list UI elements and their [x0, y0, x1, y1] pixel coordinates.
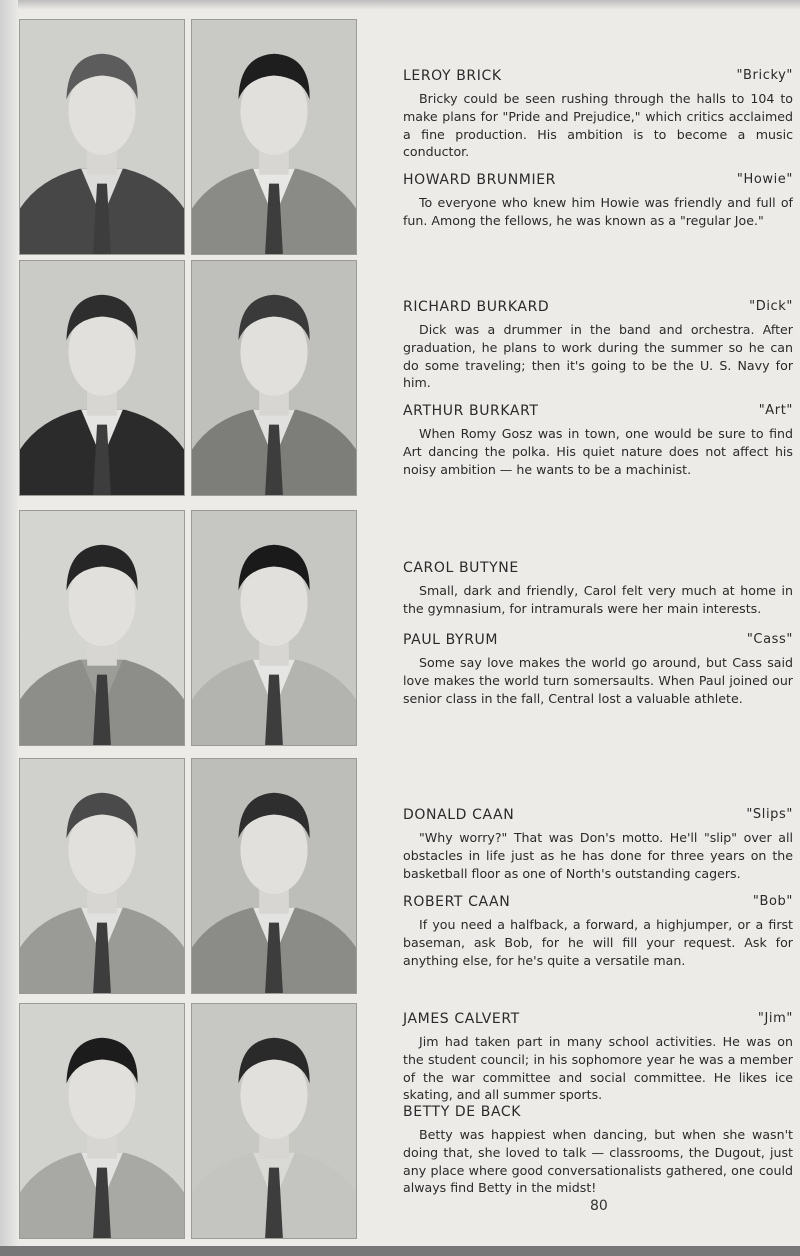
student-description: Jim had taken part in many school activities. He was on the student council; in his sophomore year he was a member of the war committee and social committee. He likes ice skating, and all summer sports. — [403, 1034, 793, 1103]
portrait-image — [192, 1004, 356, 1238]
senior-entry — [403, 172, 793, 230]
senior-entry — [403, 403, 793, 478]
student-nickname: "Jim" — [757, 1011, 793, 1026]
senior-entry — [403, 560, 793, 618]
portrait-photo — [19, 510, 185, 746]
student-name: CAROL BUTYNE — [403, 560, 519, 576]
senior-entry — [403, 807, 793, 882]
page-bottom-edge — [0, 1246, 800, 1256]
portrait-photo — [191, 19, 357, 255]
portrait-image — [192, 261, 356, 495]
portrait-photo — [191, 260, 357, 496]
portrait-photo — [191, 510, 357, 746]
student-nickname: "Bob" — [752, 894, 793, 909]
portrait-photo — [19, 19, 185, 255]
student-name: LEROY BRICK — [403, 68, 502, 84]
student-description: Some say love makes the world go around, but Cass said love makes the world turn somersaults. When Paul joined our senior class in the fall, Central lost a valuable athlete. — [403, 655, 793, 706]
student-nickname: "Howie" — [736, 172, 793, 187]
portrait-photo — [19, 260, 185, 496]
student-name: ROBERT CAAN — [403, 894, 511, 910]
senior-entry — [403, 1011, 793, 1104]
student-description: Small, dark and friendly, Carol felt very much at home in the gymnasium, for intramurals were her main interests. — [403, 583, 793, 616]
student-description: Dick was a drummer in the band and orchestra. After graduation, he plans to work during the summer so he can do some traveling; then it's going to be the U. S. Navy for him. — [403, 322, 793, 391]
student-nickname: "Dick" — [749, 299, 793, 314]
student-description: "Why worry?" That was Don's motto. He'll "slip" over all obstacles in life just as he has done for three years on the basketball floor as one of North's outstanding cagers. — [403, 830, 793, 881]
portrait-image — [192, 20, 356, 254]
student-description: If you need a halfback, a forward, a highjumper, or a first baseman, ask Bob, for he will fill your request. Ask for anything else, for he's quite a versatile man. — [403, 917, 793, 968]
senior-entry — [403, 894, 793, 969]
portrait-photo — [191, 758, 357, 994]
student-description: When Romy Gosz was in town, one would be sure to find Art dancing the polka. His quiet nature does not affect his noisy ambition — he wants to be a machinist. — [403, 426, 793, 477]
senior-entry — [403, 68, 793, 161]
portrait-image — [20, 1004, 184, 1238]
student-nickname: "Art" — [758, 403, 793, 418]
page-number-text: 80 — [590, 1198, 608, 1214]
student-name: DONALD CAAN — [403, 807, 515, 823]
student-name: PAUL BYRUM — [403, 632, 499, 648]
portrait-image — [20, 261, 184, 495]
portrait-photo — [19, 1003, 185, 1239]
portrait-image — [192, 511, 356, 745]
student-name: JAMES CALVERT — [403, 1011, 520, 1027]
page-binding-edge — [0, 0, 18, 1256]
portrait-image — [20, 511, 184, 745]
student-name: BETTY DE BACK — [403, 1104, 522, 1120]
student-description: To everyone who knew him Howie was friendly and full of fun. Among the fellows, he was known as a "regular Joe." — [403, 195, 793, 228]
page-top-edge — [0, 0, 800, 10]
student-nickname: "Slips" — [746, 807, 793, 822]
student-name: ARTHUR BURKART — [403, 403, 539, 419]
student-name: RICHARD BURKARD — [403, 299, 550, 315]
page-number — [590, 1198, 630, 1214]
student-name: HOWARD BRUNMIER — [403, 172, 556, 188]
portrait-photo — [19, 758, 185, 994]
portrait-photo — [191, 1003, 357, 1239]
student-description: Bricky could be seen rushing through the halls to 104 to make plans for "Pride and Prejudice," which critics acclaimed a fine production. His ambition is to become a music conductor. — [403, 91, 793, 160]
portrait-image — [192, 759, 356, 993]
portrait-image — [20, 20, 184, 254]
senior-entry — [403, 299, 793, 392]
portrait-image — [20, 759, 184, 993]
student-nickname: "Cass" — [746, 632, 793, 647]
senior-entry — [403, 632, 793, 707]
student-description: Betty was happiest when dancing, but when she wasn't doing that, she loved to talk — classrooms, the Dugout, just any place where good conversationalists gathered, one could always find Betty in the midst! — [403, 1127, 793, 1196]
student-nickname: "Bricky" — [736, 68, 793, 83]
senior-entry — [403, 1104, 793, 1197]
